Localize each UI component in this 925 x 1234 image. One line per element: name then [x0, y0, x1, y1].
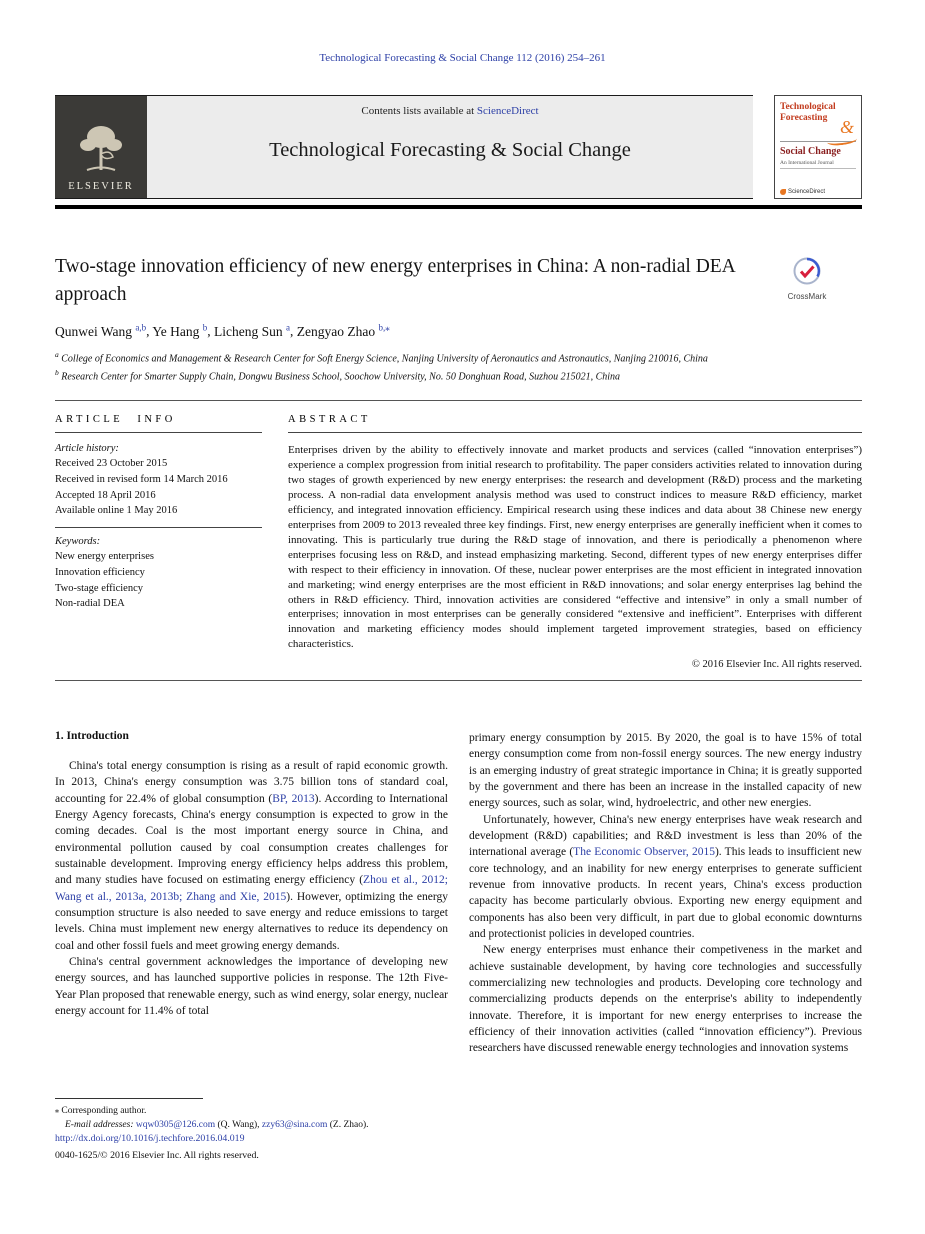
history-item: Accepted 18 April 2016 [55, 489, 156, 501]
paragraph: Unfortunately, however, China's new energy enterprises have weak research and development (R&D) capabilities; and R&D investment is less than 20% of the international average (The Economic Observer, 2015). This leads to insufficient new core technology, and an inability for new energy enterprises to generate sufficient revenue from innovative products. In recent years, China's excess production capacity has become particularly obvious. Exporting new energy equipment and components has also been very difficult, in part due to global economic downturns and protectionist policies in developed countries. [469, 813, 862, 940]
journal-title: Technological Forecasting & Social Change [269, 139, 631, 161]
cover-line1: Technological [780, 102, 836, 112]
info-divider [55, 527, 262, 528]
author-name: Qunwei Wang $^{a,b}$ [55, 322, 147, 339]
keywords-label: Keywords: [55, 536, 101, 547]
article-info-heading: ARTICLE INFO [55, 414, 176, 425]
issn-line: 0040-1625/© 2016 Elsevier Inc. All rights reserved. [55, 1150, 259, 1161]
keyword-item: Two-stage efficiency [55, 582, 143, 594]
citation-link[interactable]: Zhou et al., 2012; Wang et al., 2013a, 2013b; Zhang and Xie, 2015 [55, 874, 448, 903]
cover-line2: Forecasting [780, 113, 828, 124]
doi-link[interactable]: http://dx.doi.org/10.1016/j.techfore.2016.04.019 [55, 1133, 245, 1144]
title-divider [55, 205, 862, 209]
article-info-column [55, 414, 262, 670]
intro-left-column [55, 758, 448, 1019]
abstract-column [288, 414, 862, 670]
author-name: Licheng Sun $^a$ [214, 322, 291, 339]
affiliation: $^a$ College of Economics and Management & Research Center for Soft Energy Science, Nanjing University of Aeronautics and Astronautics, Nanjing 210016, China [55, 350, 708, 365]
elsevier-logo [55, 96, 147, 198]
keyword-item: Non-radial DEA [55, 598, 125, 610]
header-band [55, 95, 753, 199]
cover-line3: Social Change [780, 141, 856, 157]
affiliation-sup: a [55, 350, 59, 359]
footnote-area [55, 1098, 448, 1133]
email-link[interactable]: wqw0305@126.com [135, 1119, 216, 1130]
author-affiliation-sup: b,⁎ [378, 322, 390, 332]
author-list: Qunwei Wang $^{a,b}$, Ye Hang $^b$, Licheng Sun $^a$, Zengyao Zhao $^{b,⁎}$ [55, 322, 390, 339]
history-item: Received in revised form 14 March 2016 [55, 473, 228, 485]
cover-ampersand-icon: & [839, 117, 854, 137]
keyword-list [55, 549, 262, 612]
affiliation-list [55, 349, 845, 386]
elsevier-tree-icon [72, 120, 130, 178]
sciencedirect-mini-label: ScienceDirect [788, 189, 826, 195]
paragraph: China's central government acknowledges the importance of developing new energy sources, and has launched supportive policies in response. The 12th Five-Year Plan proposed that renewable energy, such as wind energy, solar energy, nuclear energy account for 11.4% of total [55, 955, 448, 1017]
contents-line [147, 105, 753, 117]
affiliation-sup: b [55, 368, 59, 378]
article-history-label: Article history: [55, 443, 119, 454]
crossmark-icon [792, 256, 822, 286]
corresponding-author-marker: ⁎ [55, 1106, 59, 1115]
keyword-item: New energy enterprises [55, 551, 154, 562]
email-link[interactable]: zzy63@sina.com [261, 1119, 328, 1130]
journal-header [55, 95, 862, 199]
info-abstract-section [55, 400, 862, 681]
contents-prefix: Contents lists available at [361, 105, 477, 117]
crossmark-badge[interactable] [776, 256, 838, 301]
author-affiliation-sup: b [202, 322, 208, 332]
copyright-line: © 2016 Elsevier Inc. All rights reserved. [691, 659, 862, 671]
author-name: Ye Hang $^b$ [152, 322, 208, 339]
elsevier-logo-label: ELSEVIER [68, 181, 134, 192]
author-affiliation-sup: a [286, 322, 291, 332]
history-item: Received 23 October 2015 [55, 458, 168, 469]
section-heading-introduction: 1. Introduction [55, 730, 129, 742]
paragraph: primary energy consumption by 2015. By 2020, the goal is to have 15% of total energy consumption come from non-fossil energy sources. The new energy industry is an emerging industry of great strategic importance in China; it is greatly supported by the government and there has been an increase in the installed capacity of new energy sources, such as solar, wind, hydroelectric, and other new energies. [469, 732, 862, 810]
abstract-heading: ABSTRACT [288, 414, 371, 425]
corresponding-author-text: Corresponding author. [61, 1106, 147, 1116]
author-affiliation-sup: a,b [135, 322, 147, 332]
paragraph: China's total energy consumption is rising as a result of rapid economic growth. In 2013, China's energy consumption was 3.75 billion tons of standard coal, accounting for 22.4% of global consumption (BP, 2013). According to International Energy Agency forecasts, China's energy consumption is expected to grow in the coming decades. Coal is the most important energy source in China, and environmental pollution caused by coal consumption creates challenges for sustainable development. Improving energy efficiency helps address this problem, and many studies have focused on estimating energy efficiency (Zhou et al., 2012; Wang et al., 2013a, 2013b; Zhang and Xie, 2015). However, optimizing the energy consumption structure is also needed to save energy and reduce emissions to target levels. China must implement new energy alternatives to reduce its dependency on coal and other fossil fuels and meet growing energy demands. [55, 760, 448, 952]
article-title: Two-stage innovation efficiency of new energy enterprises in China: A non-radial DEA approach [55, 256, 735, 305]
author-name: Zengyao Zhao $^{b,⁎}$ [296, 322, 390, 339]
paragraph: New energy enterprises must enhance their competiveness in the market and achieve sustainable development, by having core technologies and successfully commercializing new technologies and products. Developing core technology and commercializing products depends on the enterprise's ability to independently innovate. Therefore, it is important for new energy enterprises to increase the efficiency of their innovation activities (called “innovation efficiency”). Previous researchers have discussed renewable energy technologies and innovation systems [469, 944, 862, 1055]
history-list [55, 456, 262, 519]
intro-right-column [469, 722, 862, 1057]
abstract-text: Enterprises driven by the ability to effectively innovate and market products and services (called “innovation enterprises”) experience a complex progression from initial research to profitability. The paper considers activities related to innovation during two stages of growth experienced by new energy enterprises: the research and development (R&D) process and the marketing process. A non-radial data envelopment analysis method was used to construct indices to measure R&D efficiency, market efficiency, and integrated innovation efficiency. Empirical research using these indices and data about 38 Chinese new energy enterprises from 2009 to 2013 revealed three key findings. First, new energy enterprises are generally inefficient when it comes to innovating. This is particularly true during the R&D stage of innovation, and there is periodically a phenomenon where enterprises focusing less on R&D, and instead emphasizing marketing. Second, different types of new energy enterprises differ with respect to their efficiency in innovation. Of these, nuclear power enterprises are the most efficient in integrated innovation and marketing; wind energy enterprises are the most efficient in R&D innovations; and solar energy enterprises lag behind the others in R&D efficiency. Third, innovation activities are considered “effective and intensive” in only a small number of enterprises; innovation in most enterprises can be generally considered “extensive and inefficient”. Enterprises with different innovation and marketing efficiency modes should implement targeted improvement strategies, based on efficiency characteristics. [288, 444, 862, 651]
sciencedirect-mini-logo [780, 189, 825, 195]
email-line: E-mail addresses: wqw0305@126.com (Q. Wang), zzy63@sina.com (Z. Zhao). [65, 1119, 369, 1130]
sciencedirect-dot-icon [780, 189, 786, 195]
history-item: Available online 1 May 2016 [55, 505, 178, 517]
intro-left-column-wrap [55, 722, 448, 1057]
corresponding-author-note [55, 1105, 448, 1119]
email-label: E-mail addresses: [65, 1119, 134, 1130]
keyword-item: Innovation efficiency [55, 566, 145, 578]
citation-link[interactable]: BP, 2013 [272, 792, 315, 805]
footnote-rule [55, 1098, 203, 1099]
journal-ref-link[interactable]: Technological Forecasting & Social Change 112 (2016) 254–261 [319, 52, 606, 64]
journal-cover-thumbnail [774, 95, 862, 199]
crossmark-label: CrossMark [787, 292, 827, 301]
cover-subtitle: An International Journal [780, 160, 856, 169]
affiliation: $^b$ Research Center for Smarter Supply Chain, Dongwu Business School, Soochow University, No. 50 Donghuan Road, Suzhou 215021, China [55, 368, 621, 383]
abstract-rule [288, 432, 862, 433]
journal-masthead [147, 96, 753, 198]
bottom-block [55, 1133, 259, 1161]
article-body [55, 722, 862, 1057]
article-info-rule [55, 432, 262, 433]
citation-link[interactable]: The Economic Observer, 2015 [573, 846, 715, 859]
sciencedirect-link[interactable]: ScienceDirect [476, 105, 539, 117]
journal-ref [0, 52, 925, 64]
